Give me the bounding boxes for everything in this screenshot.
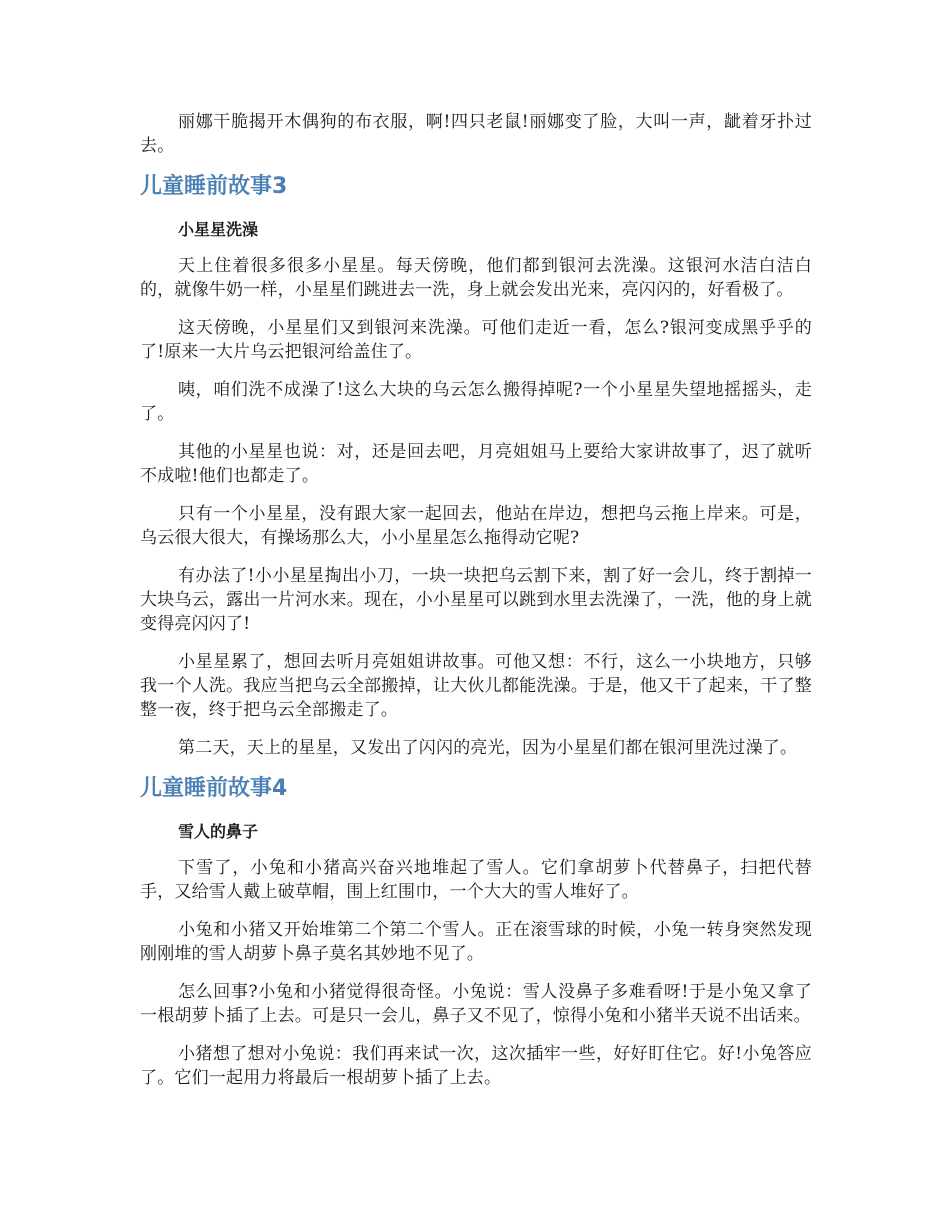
story-title: 小星星洗澡 <box>178 220 259 239</box>
story-paragraph: 其他的小星星也说：对，还是回去吧，月亮姐姐马上要给大家讲故事了，迟了就听不成啦!他们也都走了。 <box>140 442 812 486</box>
story-paragraph: 怎么回事?小兔和小猪觉得很奇怪。小兔说：雪人没鼻子多难看呀!于是小兔又拿了一根胡萝卜插了上去。可是只一会儿，鼻子又不见了，惊得小兔和小猪半天说不出话来。 <box>140 982 812 1026</box>
story-section-3 <box>140 172 812 760</box>
story-paragraph: 小兔和小猪又开始堆第二个第二个雪人。正在滚雪球的时候，小兔一转身突然发现刚刚堆的雪人胡萝卜鼻子莫名其妙地不见了。 <box>140 920 812 964</box>
story-section-4 <box>140 774 812 1090</box>
story-title: 雪人的鼻子 <box>178 822 259 841</box>
story-paragraph: 咦，咱们洗不成澡了!这么大块的乌云怎么搬得掉呢?一个小星星失望地摇摇头，走了。 <box>140 380 812 424</box>
story-paragraph: 第二天，天上的星星，又发出了闪闪的亮光，因为小星星们都在银河里洗过澡了。 <box>178 738 798 758</box>
story-paragraph: 这天傍晚，小星星们又到银河来洗澡。可他们走近一看，怎么?银河变成黑乎乎的了!原来一大片乌云把银河给盖住了。 <box>140 318 812 362</box>
intro-paragraph: 丽娜干脆揭开木偶狗的布衣服，啊!四只老鼠!丽娜变了脸，大叫一声，龇着牙扑过去。 <box>140 112 812 156</box>
story-heading: 儿童睡前故事4 <box>140 776 288 801</box>
document-page <box>140 110 812 1104</box>
story-paragraph: 只有一个小星星，没有跟大家一起回去，他站在岸边，想把乌云拖上岸来。可是，乌云很大很大，有操场那么大，小小星星怎么拖得动它呢? <box>140 504 812 548</box>
story-heading: 儿童睡前故事3 <box>140 174 288 199</box>
story-paragraph: 小猪想了想对小兔说：我们再来试一次，这次插牢一些，好好盯住它。好!小兔答应了。它们一起用力将最后一根胡萝卜插了上去。 <box>140 1044 812 1088</box>
story-paragraph: 天上住着很多很多小星星。每天傍晚，他们都到银河去洗澡。这银河水洁白洁白的，就像牛奶一样，小星星们跳进去一洗，身上就会发出光来，亮闪闪的，好看极了。 <box>140 256 812 300</box>
story-paragraph: 下雪了，小兔和小猪高兴奋兴地堆起了雪人。它们拿胡萝卜代替鼻子，扫把代替手，又给雪人戴上破草帽，围上红围巾，一个大大的雪人堆好了。 <box>140 858 812 902</box>
story-paragraph: 有办法了!小小星星掏出小刀，一块一块把乌云割下来，割了好一会儿，终于割掉一大块乌云，露出一片河水来。现在，小小星星可以跳到水里去洗澡了，一洗，他的身上就变得亮闪闪了! <box>140 566 812 634</box>
story-paragraph: 小星星累了，想回去听月亮姐姐讲故事。可他又想：不行，这么一小块地方，只够我一个人洗。我应当把乌云全部搬掉，让大伙儿都能洗澡。于是，他又干了起来，干了整整一夜，终于把乌云全部搬走了。 <box>140 652 812 720</box>
